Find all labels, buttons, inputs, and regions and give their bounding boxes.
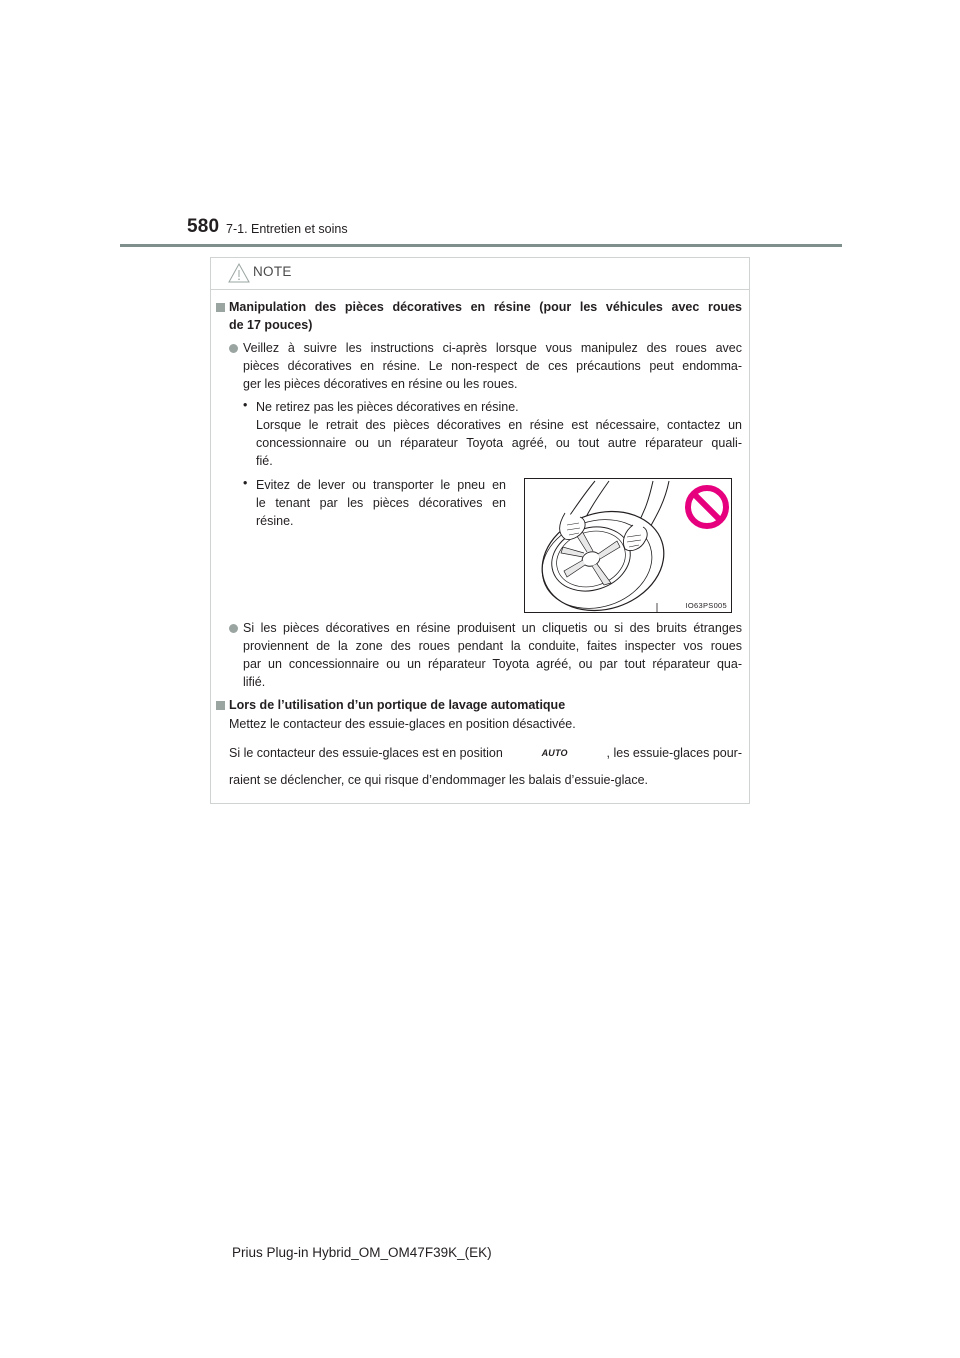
square-bullet-icon — [216, 701, 225, 710]
auto-position-icon: AUTO — [541, 748, 568, 758]
sub-bullet-marker: • — [243, 398, 248, 412]
point2-line1: Si les pièces décoratives en résine produisent un cliquetis ou si des bruits étranges — [243, 621, 742, 635]
section1-heading-line2: de 17 pouces) — [229, 318, 313, 332]
point1-line1: Veillez à suivre les instructions ci-après lorsque vous manipulez des roues avec — [243, 341, 742, 355]
subpoint1-line1: Ne retirez pas les pièces décoratives en résine. — [256, 400, 519, 414]
square-bullet-icon — [216, 303, 225, 312]
point2-line2: proviennent de la zone des roues pendant la conduite, faites inspecter vos roues — [243, 639, 742, 653]
footer-doc-id: Prius Plug-in Hybrid_OM_OM47F39K_(EK) — [232, 1245, 492, 1260]
section2-heading: Lors de l’utilisation d’un portique de lavage automatique — [229, 698, 566, 712]
section2-line1: Mettez le contacteur des essuie-glaces en position désactivée. — [229, 717, 576, 731]
point1-line3: ger les pièces décoratives en résine ou les roues. — [243, 377, 518, 391]
section2-line3: raient se déclencher, ce qui risque d’endommager les balais d’essuie-glace. — [229, 773, 648, 787]
section2-line2-after: , les essuie-glaces pour- — [606, 746, 742, 760]
header-rule — [120, 244, 842, 247]
subpoint1-line4: fié. — [256, 454, 273, 468]
subpoint2-line3: résine. — [256, 514, 294, 528]
subpoint2-line1: Evitez de lever ou transporter le pneu en — [256, 478, 506, 492]
section1-heading-line1: Manipulation des pièces décoratives en résine (pour les véhicules avec roues — [229, 300, 742, 314]
point2-line4: lifié. — [243, 675, 266, 689]
figure-code: IO63PS005 — [685, 601, 727, 610]
section2-line2-before: Si le contacteur des essuie-glaces est en position — [229, 746, 503, 760]
warning-triangle-icon — [228, 263, 250, 283]
page-number: 580 — [187, 216, 220, 237]
point2-line3: par un concessionnaire ou un réparateur Toyota agréé, ou par tout réparateur qua- — [243, 657, 742, 671]
section2-line2 — [229, 744, 742, 763]
subpoint1-line3: concessionnaire ou un réparateur Toyota agréé, ou tout autre réparateur quali- — [256, 436, 742, 450]
round-bullet-icon — [229, 344, 238, 353]
note-title: NOTE — [253, 264, 292, 279]
tire-handling-illustration — [524, 478, 732, 613]
point1-line2: pièces décoratives en résine. Le non-respect de ces précautions peut endomma- — [243, 359, 742, 373]
section-title: 7-1. Entretien et soins — [226, 222, 348, 236]
subpoint2-line2: le tenant par les pièces décoratives en — [256, 496, 506, 510]
sub-bullet-marker: • — [243, 476, 248, 490]
round-bullet-icon — [229, 624, 238, 633]
subpoint1-line2: Lorsque le retrait des pièces décoratives en résine est nécessaire, contactez un — [256, 418, 742, 432]
note-header — [211, 258, 749, 290]
tire-wheel-drawing — [525, 479, 732, 613]
